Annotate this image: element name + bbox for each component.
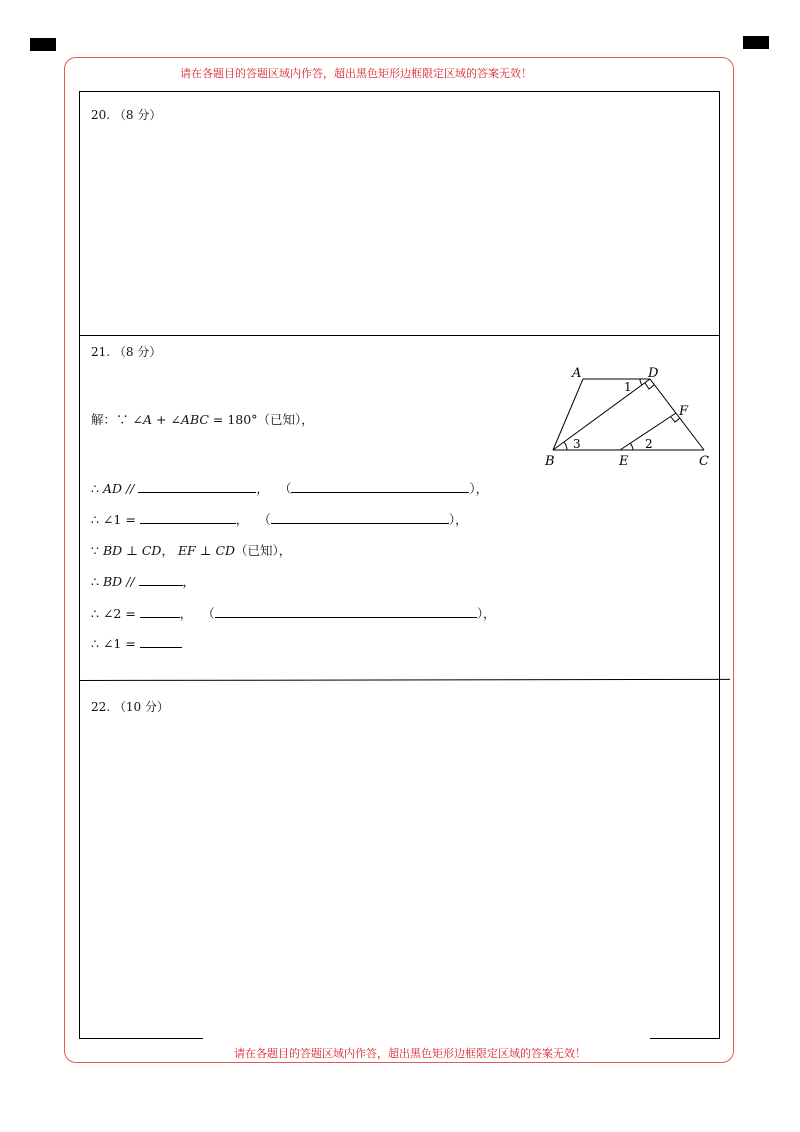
question-21-score: （8 分） (113, 345, 162, 359)
bottom-warning: 请在各题目的答题区域内作答，超出黑色矩形边框限定区域的答案无效！ (234, 1047, 586, 1060)
right-angle-mark-d (645, 383, 654, 389)
solution-line-3: ∴ ∠1 = ， （ ）， (91, 512, 468, 527)
solution-line-5: ∴ BD // ， (91, 574, 196, 589)
question-20-number: 20. (91, 108, 111, 122)
alignment-marker-left (30, 38, 56, 51)
label-c: C (699, 454, 709, 469)
angle-arc-1 (640, 379, 642, 385)
blank-angle2-equals[interactable] (140, 606, 180, 618)
label-a: A (572, 366, 582, 381)
blank-angle1-final[interactable] (140, 636, 182, 648)
trapezoid-figure (540, 362, 720, 472)
divider-20-21 (79, 335, 720, 336)
label-d: D (648, 366, 659, 381)
blank-reason-2[interactable] (291, 481, 469, 493)
blank-angle1-equals[interactable] (140, 512, 236, 524)
blank-reason-6[interactable] (215, 606, 477, 618)
solution-line-4: ∵ BD ⊥ CD， EF ⊥ CD（已知）， (91, 543, 292, 558)
question-20-header (91, 106, 161, 123)
solution-line-6: ∴ ∠2 = ， （ ）， (91, 606, 496, 621)
solution-line-7: ∴ ∠1 = (91, 636, 182, 651)
label-f: F (679, 404, 689, 419)
question-22-score: （10 分） (113, 700, 170, 714)
bottom-border-right (650, 1038, 720, 1039)
angle-arc-2 (630, 443, 633, 450)
label-angle-1: 1 (624, 380, 632, 394)
label-e: E (619, 454, 629, 469)
angle-arc-3 (564, 442, 567, 450)
question-22-header (91, 698, 169, 715)
top-warning: 请在各题目的答题区域内作答，超出黑色矩形边框限定区域的答案无效！ (180, 67, 532, 80)
solution-line-1: 解：∵ ∠A + ∠ABC = 180°（已知）， (91, 412, 314, 427)
question-22-number: 22. (91, 700, 111, 714)
answer-box (79, 91, 720, 1038)
blank-reason-3[interactable] (271, 512, 449, 524)
bottom-border-left (79, 1038, 203, 1039)
alignment-marker-right (743, 36, 769, 49)
question-21-header (91, 343, 161, 360)
question-21-number: 21. (91, 345, 111, 359)
blank-bd-parallel[interactable] (139, 574, 183, 586)
answer-box-top-border (79, 91, 720, 92)
question-20-score: （8 分） (113, 108, 162, 122)
label-angle-2: 2 (645, 437, 653, 451)
solution-line-2: ∴ AD // ， （ ）， (91, 481, 489, 496)
blank-ad-parallel[interactable] (138, 481, 256, 493)
segment-dc (650, 379, 704, 450)
label-angle-3: 3 (573, 437, 581, 451)
label-b: B (545, 454, 555, 469)
